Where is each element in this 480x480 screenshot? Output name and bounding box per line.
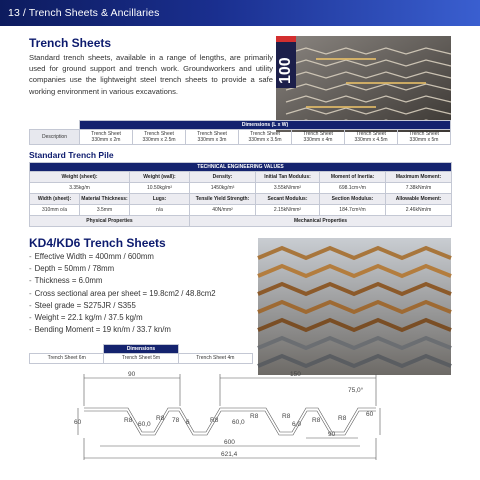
list-item: - Effective Width = 400mm / 600mm xyxy=(29,252,154,261)
physical-properties-label: Physical Properties xyxy=(30,216,190,227)
list-item: - Cross sectional area per sheet = 19.8cm2 / 48.8cm2 xyxy=(29,288,216,298)
kd-trench-sheets-title: KD4/KD6 Trench Sheets xyxy=(29,236,166,250)
engineering-heading: TECHNICAL ENGINEERING VALUES xyxy=(30,163,452,172)
dim-cell: Trench Sheet 330mm x 2m xyxy=(80,130,133,145)
val-6-0: 6,0 xyxy=(292,421,302,428)
dimensions-heading: Dimensions (L x W) xyxy=(80,121,451,130)
header-bar xyxy=(0,0,480,26)
dim-621: 621,4 xyxy=(221,451,238,458)
dim-cell: Trench Sheet 330mm x 4m xyxy=(292,130,345,145)
list-item: - Bending Moment = 19 kn/m / 33.7 kn/m xyxy=(29,325,171,335)
eng-header-cell: Moment of Inertia: xyxy=(320,172,386,183)
kd-trench-sheets-photo xyxy=(258,238,451,375)
r8-label: R8 xyxy=(210,417,219,424)
r8-label: R8 xyxy=(156,415,165,422)
description-label: Description xyxy=(30,130,80,145)
eng-value-cell: 3.55kN/mm² xyxy=(256,183,320,194)
eng-header-cell: Width (sheet): xyxy=(30,194,80,205)
dim-cell: Trench Sheet 330mm x 3.5m xyxy=(239,130,292,145)
r8-label: R8 xyxy=(338,415,347,422)
val-78: 78 xyxy=(172,417,180,424)
kd-dimensions-heading: Dimensions xyxy=(104,345,178,354)
eng-header-cell: Density: xyxy=(190,172,256,183)
eng-header-cell: Weight (sheet): xyxy=(30,172,130,183)
dim-cell: Trench Sheet 330mm x 2.5m xyxy=(133,130,186,145)
eng-value-cell: 698.1cm⁴/m xyxy=(320,183,386,194)
eng-value-cell: 2.15kN/mm² xyxy=(256,205,320,216)
kd-spec-list xyxy=(29,251,216,336)
eng-value-cell: 3.35kg/m xyxy=(30,183,130,194)
list-item: - Depth = 50mm / 78mm xyxy=(29,264,115,274)
dim-90-top: 90 xyxy=(128,371,136,378)
dim-90-bottom: 90 xyxy=(328,431,336,438)
eng-value-cell: 310mm o/a xyxy=(30,205,80,216)
val-60-0: 60,0 xyxy=(232,419,245,426)
stamp-100-text: 100 xyxy=(277,57,294,84)
mechanical-properties-label: Mechanical Properties xyxy=(190,216,452,227)
trench-sheets-intro: Standard trench sheets, available in a range of lengths, are primarily used for ground support and trench work. Groundworkers and utility companies use the lightweight steel trench sheets to provide a safe working environment in various excavations. xyxy=(29,53,273,96)
eng-value-cell: 1450kg/m³ xyxy=(190,183,256,194)
eng-header-cell: Maximum Moment: xyxy=(386,172,452,183)
trench-sheets-photo xyxy=(276,36,451,132)
r8-label: R8 xyxy=(312,417,321,424)
eng-value-cell: n/a xyxy=(130,205,190,216)
kd-dim-cell: Trench Sheet 6m xyxy=(30,354,104,364)
kd-dimensions-table xyxy=(29,344,253,364)
dim-600: 600 xyxy=(224,439,235,446)
r8-label: R8 xyxy=(282,413,291,420)
page-header-title: 13 / Trench Sheets & Ancillaries xyxy=(8,7,160,19)
dim-60-right: 60 xyxy=(366,411,374,418)
standard-trench-pile-title: Standard Trench Pile xyxy=(29,150,114,160)
eng-value-cell: 3.5mm xyxy=(80,205,130,216)
val-6: 6 xyxy=(186,419,190,426)
list-item: - Thickness = 6.0mm xyxy=(29,276,103,286)
eng-value-cell: 40N/mm² xyxy=(190,205,256,216)
val-60-0: 60,0 xyxy=(138,421,151,428)
dim-cell: Trench Sheet 330mm x 3m xyxy=(186,130,239,145)
eng-header-cell: Material Thickness: xyxy=(80,194,130,205)
eng-header-cell: Lugs: xyxy=(130,194,190,205)
list-item: - Weight = 22.1 kg/m / 37.5 kg/m xyxy=(29,313,143,323)
eng-value-cell: 2.46kNm/m xyxy=(386,205,452,216)
eng-header-cell: Secant Modulus: xyxy=(256,194,320,205)
eng-header-cell: Section Modulus: xyxy=(320,194,386,205)
eng-value-cell: 184.7cm³/m xyxy=(320,205,386,216)
list-item: - Steel grade = S275JR / S355 xyxy=(29,300,136,310)
cross-section-drawing xyxy=(76,368,382,464)
kd-dim-cell: Trench Sheet 5m xyxy=(104,354,178,364)
trench-sheets-title: Trench Sheets xyxy=(29,36,112,50)
dim-60-left: 60 xyxy=(74,419,82,426)
dim-cell: Trench Sheet 330mm x 5m xyxy=(398,130,451,145)
dim-150: 150 xyxy=(290,371,301,378)
angle-label: 75,0° xyxy=(348,387,364,394)
eng-value-cell: 10.50kg/m² xyxy=(130,183,190,194)
eng-value-cell: 7.38kNm/m xyxy=(386,183,452,194)
eng-header-cell: Allowable Moment: xyxy=(386,194,452,205)
kd-dim-cell: Trench Sheet 4m xyxy=(178,354,252,364)
dim-cell: Trench Sheet 330mm x 4.5m xyxy=(345,130,398,145)
dimensions-table xyxy=(29,120,451,145)
r8-label: R8 xyxy=(124,417,133,424)
eng-header-cell: Initial Tan Modulus: xyxy=(256,172,320,183)
eng-header-cell: Tensile Yield Strength: xyxy=(190,194,256,205)
engineering-values-table xyxy=(29,162,452,227)
r8-label: R8 xyxy=(250,413,259,420)
eng-header-cell: Weight (wall): xyxy=(130,172,190,183)
